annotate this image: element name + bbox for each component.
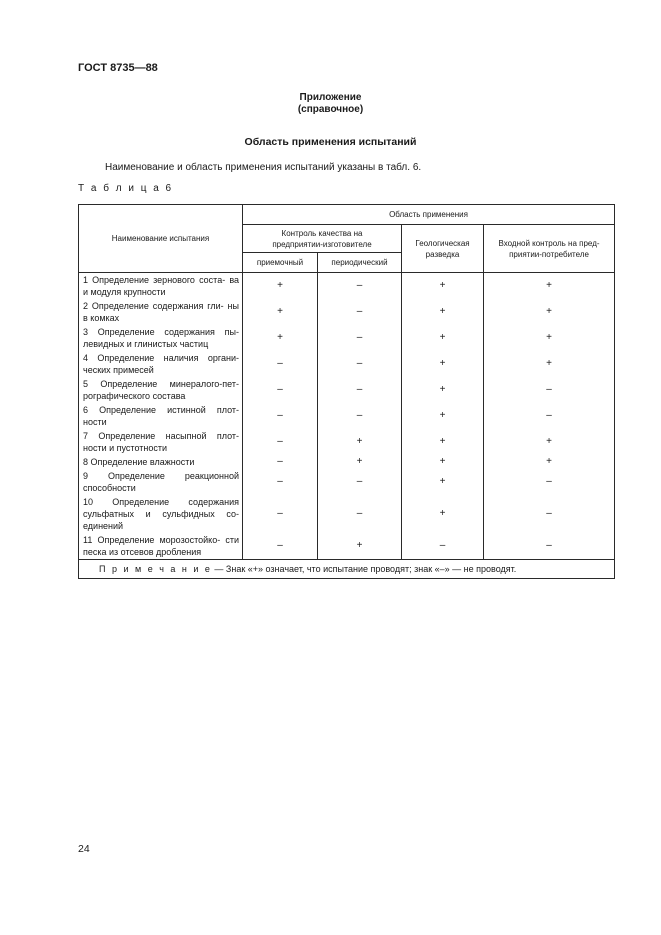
table-row [79,495,615,533]
header-test-name: Наименование испытания [79,205,243,273]
document-code: ГОСТ 8735—88 [78,62,158,74]
geological-cell: + [402,495,484,533]
geological-cell: + [402,325,484,351]
geological-cell: + [402,469,484,495]
incoming-cell: + [484,325,615,351]
test-name-cell: 11 Определение морозостойко- сти песка из отсевов дробления [79,533,243,560]
test-name-cell: 10 Определение содержания сульфатных и сульфидных со- единений [79,495,243,533]
table-row [79,377,615,403]
periodic-cell: + [318,533,402,560]
geological-cell: – [402,533,484,560]
test-name-cell: 1 Определение зернового соста- ва и модуля крупности [79,273,243,300]
geological-cell: + [402,273,484,300]
incoming-cell: – [484,495,615,533]
incoming-cell: + [484,273,615,300]
periodic-cell: – [318,403,402,429]
periodic-cell: – [318,325,402,351]
periodic-cell: – [318,273,402,300]
acceptance-cell: – [243,495,318,533]
table-note [79,560,615,579]
table-row [79,455,615,469]
intro-paragraph: Наименование и область применения испытаний указаны в табл. 6. [105,162,422,173]
acceptance-cell: – [243,469,318,495]
tests-table [78,204,615,579]
periodic-cell: – [318,377,402,403]
acceptance-cell: + [243,299,318,325]
geological-cell: + [402,299,484,325]
acceptance-cell: + [243,273,318,300]
geological-cell: + [402,429,484,455]
table-row [79,403,615,429]
acceptance-cell: – [243,377,318,403]
table-row [79,469,615,495]
incoming-cell: + [484,429,615,455]
header-scope: Область применения [243,205,615,225]
periodic-cell: – [318,299,402,325]
incoming-cell: + [484,351,615,377]
incoming-cell: – [484,469,615,495]
geological-cell: + [402,403,484,429]
periodic-cell: – [318,495,402,533]
annex-subtitle: (справочное) [297,104,364,115]
test-name-cell: 5 Определение минералого-пет- рографического состава [79,377,243,403]
table-row [79,351,615,377]
acceptance-cell: – [243,533,318,560]
test-name-cell: 2 Определение содержания гли- ны в комках [79,299,243,325]
incoming-cell: + [484,455,615,469]
geological-cell: + [402,377,484,403]
geological-cell: + [402,351,484,377]
page-number: 24 [78,843,90,855]
acceptance-cell: – [243,351,318,377]
acceptance-cell: – [243,429,318,455]
annex-title: Приложение [299,92,362,103]
note-label: П р и м е ч а н и е [99,564,212,574]
periodic-cell: – [318,469,402,495]
annex-heading [0,92,661,115]
header-acceptance: приемочный [243,253,318,273]
incoming-cell: – [484,403,615,429]
test-name-cell: 3 Определение содержания пы- левидных и глинистых частиц [79,325,243,351]
section-title: Область применения испытаний [244,136,417,148]
test-name-cell: 4 Определение наличия органи- ческих примесей [79,351,243,377]
test-name-cell: 6 Определение истинной плот- ности [79,403,243,429]
test-name-cell: 7 Определение насыпной плот- ности и пустотности [79,429,243,455]
header-incoming-control: Входной контроль на пред- приятии-потребителе [484,225,615,273]
geological-cell: + [402,455,484,469]
table-row [79,533,615,560]
incoming-cell: – [484,377,615,403]
table-row [79,325,615,351]
periodic-cell: + [318,455,402,469]
table-label: Т а б л и ц а 6 [78,183,174,194]
table-body [79,273,615,560]
periodic-cell: + [318,429,402,455]
test-name-cell: 8 Определение влажности [79,455,243,469]
acceptance-cell: – [243,403,318,429]
header-periodic: периодический [318,253,402,273]
test-name-cell: 9 Определение реакционной способности [79,469,243,495]
header-quality-control: Контроль качества на предприятии-изготовителе [243,225,402,253]
acceptance-cell: – [243,455,318,469]
acceptance-cell: + [243,325,318,351]
header-geological: Геологическая разведка [402,225,484,273]
note-text: — Знак «+» означает, что испытание проводят; знак «–» — не проводят. [211,564,517,574]
periodic-cell: – [318,351,402,377]
table-row [79,299,615,325]
table-row [79,429,615,455]
table-row [79,273,615,300]
incoming-cell: – [484,533,615,560]
incoming-cell: + [484,299,615,325]
